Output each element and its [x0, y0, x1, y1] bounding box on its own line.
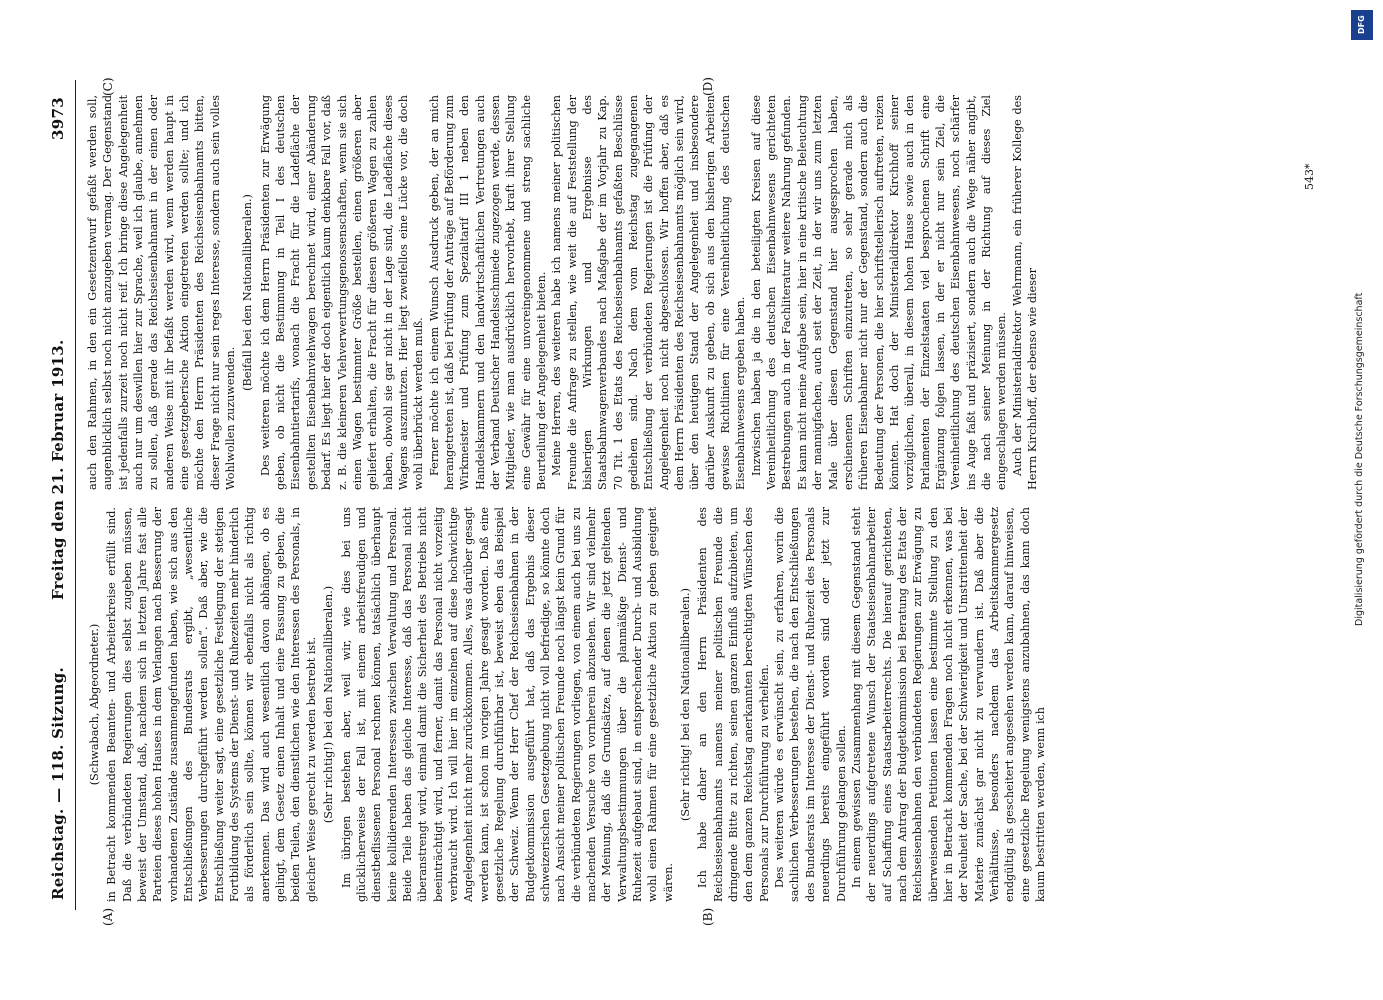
speaker-line: (Schwabach, Abgeordneter.) — [88, 623, 101, 786]
paragraph: Meine Herren, des weiteren habe ich namens meiner politischen Freunde die Anfrage zu stellen, wie weit die auf Feststellung der bisherigen Wirkungen und Ergebnisse des Staatsbahnwagenverbandes nach Maßgabe der im Vorjahr zu Kap. 70 Tit. 1 des Etats des Reichseisenbahnamts gefaßten Beschlüsse gediehen sind. Nach dem vom Reichstag zugegangenen Entschließung der verbündeten Regierungen ist die Prüfung der Angelegenheit noch nicht abgeschlossen. Wir hoffen aber, daß es dem Herrn Präsidenten des Reichseisenbahnamts möglich sein wird, über den heutigen Stand der Angelegenheit und insbesondere darüber Auskunft zu geben, ob sich aus den bisherigen Arbeiten gewisse Richtlinien für eine Vereinheitlichung des deutschen Eisenbahnwesens ergeben haben. — [550, 95, 748, 490]
margin-marker-d: (D) — [701, 77, 715, 96]
paragraph: In einem gewissen Zusammenhang mit diesem Gegenstand steht der neuerdings aufgetretene Wunsch der Staatseisenbahnarbeiter auf Schaffung eines Staatsarbeiterrechts. Die hierauf gerichteten, nach dem Antrag der Budgetkommission bei Beratung des Etats der Reichseisenbahnen den verbündeten Regierungen zur Erwägung zu überweisenden Petitionen lassen eine bestimmte Stellung zu den hier in Betracht kommenden Fragen noch nicht erkennen, was bei der Neuheit der Sache, bei der Schwierigkeit und Umstrittenheit der Materie zunächst gar nicht zu verwundern ist. Daß aber die Verhältnisse, besonders nachdem das Arbeitskammergesetz endgültig als gescheitert angesehen werden kann, darauf hinweisen, eine gesetzliche Regelung wenigstens anzubahnen, das kann doch kaum bestritten werden, wenn ich — [849, 507, 1047, 902]
funding-notice: Digitalisierung gefördert durch die Deutsche Forschungsgemeinschaft — [1354, 292, 1365, 626]
paragraph: in Betracht kommenden Beamten- und Arbeiterkreise erfüllt sind. Daß die verbündeten Regierungen dies selbst zugeben müssen, beweist der Umstand, daß, nachdem sich in letzten Jahre fast alle Parteien dieses hohen Hauses in dem Verlangen nach Besserung der vorhandenen Zustände zusammengefunden haben, wie sich aus den Entschließungen des Bundesrats ergibt, „wesentliche Verbesserungen durchgeführt werden sollen“. Daß aber, wie die Entschließung weiter sagt, eine gesetzliche Festlegung der stetigen Fortbildung des Systems der Dienst- und Ruhezeiten mehr hinderlich als förderlich sein sollte, können wir ebenfalls nicht als richtig anerkennen. Das wird auch wesentlich davon abhängen, ob es gelingt, dem Gesetz einen Inhalt und eine Fassung zu geben, die beiden Teilen, den dienstlichen wie den Interessen des Personals, in gleicher Weise gerecht zu werden bestrebt ist. — [105, 507, 318, 902]
paragraph: auch den Rahmen, in den ein Gesetzentwurf gefaßt werden soll, augenblicklich selbst noch nicht anzugeben vermag. Der Gegenstand ist jedenfalls zurzeit noch nicht reif. Ich bringe diese Angelegenheit auch nur um deswillen hier zur Sprache, weil ich glaube, annehmen zu sollen, daß gerade das Reichseisenbahnamt in der einen oder anderen Weise mit ihr befaßt werden wird, wenn werden haupt in eine gesetzgeberische Aktion eingetreten werden sollte; und ich möchte den Herrn Präsidenten des Reichseisenbahnamts bitten, dieser Frage nicht nur sein reges Interesse, sondern auch sein volles Wohlwollen zuzuwenden. — [86, 95, 238, 490]
interjection: (Sehr richtig! bei den Nationalliberalen.) — [679, 588, 693, 821]
margin-marker-b: (B) — [701, 907, 715, 926]
paragraph: Des weiteren möchte ich dem Herrn Präsidenten zur Erwägung geben, ob nicht die Bestimmung in Teil I des deutschen Eisenbahntiertarifs, wonach die Fracht für die Ladefläche der gestellten Eisenbahnviehwagen berechnet wird, einer Abänderung bedarf. Es liegt hier der doch eigentlich kaum denkbare Fall vor, daß z. B. die kleineren Viehverwertungsgenossenschaften, wenn sie sich einen Wagen bestimmter Größe bestellen, einen größeren aber geliefert erhalten, die Fracht für diesen größeren Wagen zu zahlen haben, obwohl sie gar nicht in der Lage sind, die Ladefläche dieses Wagens auszunutzen. Hier liegt zweifellos eine Lücke vor, die doch wohl überbrückt werden muß. — [258, 95, 426, 490]
page-header — [41, 70, 75, 930]
paragraph: Des weiteren würde es erwünscht sein, zu erfahren, worin die sachlichen Verbesserungen bestehen, die nach den Entschließungen des Bundesrats im Interesse der Dienst- und Ruhezeit des Personals neuerdings bereits eingeführt worden sind oder jetzt zur Durchführung gelangen sollen. — [773, 507, 848, 902]
header-rule — [75, 80, 76, 910]
interjection: (Sehr richtig!) bei den Nationalliberalen.) — [322, 585, 336, 824]
header-date: Freitag den 21. Februar 1913. — [49, 339, 67, 600]
paragraph: Im übrigen bestehen aber, weil wir, wie dies bei uns glücklicherweise der Fall ist, mit einem arbeitsfreudigen und dienstbeflissenen Personal rechnen können, tatsächlich überhaupt keine kollidierenden Interessen zwischen Verwaltung und Personal. Beide Teile haben das gleiche Interesse, daß das Personal nicht überanstrengt wird, einmal damit die Sicherheit des Betriebs nicht beeinträchtigt wird, und ferner, damit das Personal nicht vorzeitig verbraucht wird. Ich will hier im einzelnen auf diese hochwichtige Angelegenheit nicht mehr zurückkommen. Alles, was darüber gesagt werden kann, ist schon im vorigen Jahre gesagt worden. Daß eine gesetzliche Regelung durchführbar ist, beweist eben das Beispiel der Schweiz. Wenn der Herr Chef der Reichseisenbahnen in der Budgetkommission ausgeführt hat, daß das Ergebnis dieser schweizerischen Gesetzgebung nicht voll befriedige, so könnte doch nach Ansicht meiner politischen Freunde noch längst kein Grund für die verbündeten Regierungen vorliegen, von einem auch bei uns zu machenden Versuche von vornherein abzusehen. Wir sind vielmehr der Meinung, daß die Grundsätze, auf denen die jetzt geltenden Verwaltungsbestimmungen über die planmäßige Dienst- und Ruhezeit aufgebaut sind, in entsprechender Durch- und Ausbildung wohl einen Rahmen für eine gesetzliche Aktion zu geben geeignet wären. — [339, 507, 675, 902]
paragraph: Ferner möchte ich einem Wunsch Ausdruck geben, der an mich herangetreten ist, daß bei Prüfung der Anträge auf Beförderung zum Wirkmeister und Prüfung zum Spezialtarif III 1 neben den Handelskammern und den landwirtschaftlichen Vertretungen auch der Verband Deutscher Handelsschmiede zugezogen werde, dessen Mitglieder, wie man ausdrücklich hervorhebt, kraft ihrer Stellung eine Gewähr für eine unvoreingenommene und streng sachliche Beurteilung der Angelegenheit bieten. — [427, 95, 548, 490]
paragraph: Ich habe daher an den Herrn Präsidenten des Reichseisenbahnamts namens meiner politischen Freunde die dringende Bitte zu richten, seinen ganzen Einfluß aufzubieten, um den dem ganzen Reichstag anerkannten berechtigten Wünschen des Personals zur Durchführung zu verhelfen. — [696, 507, 771, 902]
dfg-logo: DFG — [1351, 10, 1373, 40]
signature-mark: 543* — [1303, 163, 1316, 190]
right-column — [85, 95, 1295, 490]
margin-marker-a: (A) — [101, 907, 115, 926]
paragraph: Inzwischen haben ja die in den beteiligten Kreisen auf diese Vereinheitlichung des deutschen Eisenbahnwesens gerichteten Bestrebungen auch in der Fachliteratur weitere Nahrung gefunden. Es kann nicht meine Aufgabe sein, hier in eine kritische Beleuchtung der mannigfachen, auch seit der Zeit, in der wir uns zum letzten Male über diesen Gegenstand hier ausgesprochen haben, erschienenen Schriften einzutreten, so sehr gerade mich als früheren Eisenbahner nicht nur der Gegenstand, sondern auch die Bedeutung der Personen, die hier schriftstellerisch auftreten, reizen könnten. Hat doch der Ministerialdirektor Kirchhoff seiner vorzüglichen, überall, in diesem hohen Hause sowie auch in den Parlamenten der Einzelstaaten viel besprochenen Schrift eine Ergänzung folgen lassen, in der er nicht nur sein Ziel, die Vereinheitlichung des deutschen Eisenbahnwesens, noch schärfer ins Auge faßt und präzisiert, sondern auch die Wege näher angibt, die nach seiner Meinung in der Richtung auf dieses Ziel eingeschlagen werden müssen. — [749, 95, 1009, 490]
paragraph: Auch der Ministerialdirektor Wehrmann, ein früherer Kollege des Herrn Kirchhoff, der ebenso wie dieser — [1010, 95, 1039, 490]
digitization-stamp — [1345, 10, 1379, 990]
interjection: (Beifall bei den Nationalliberalen.) — [241, 194, 255, 391]
left-column — [85, 507, 1295, 902]
margin-marker-c: (C) — [101, 77, 115, 96]
scanned-page — [41, 70, 1341, 930]
header-session: Reichstag. — 118. Sitzung. — [49, 666, 67, 900]
page-number: 3973 — [49, 97, 67, 140]
